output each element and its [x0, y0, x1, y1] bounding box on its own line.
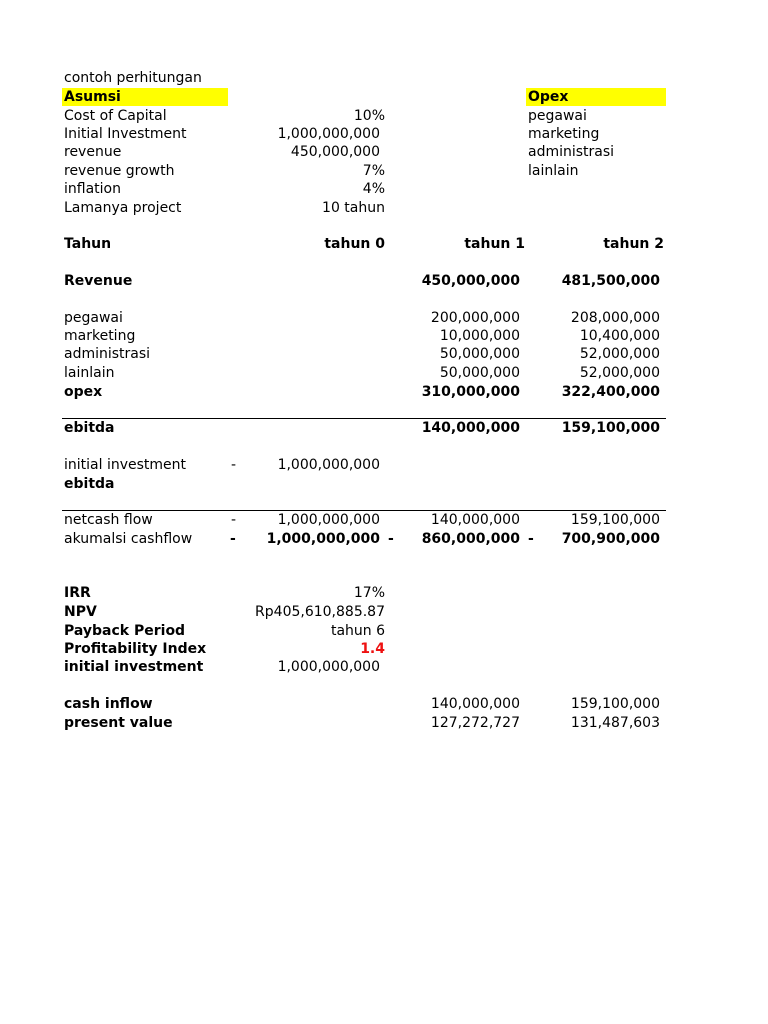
present-value-label: present value: [64, 715, 173, 731]
cost-t2: 52,000,000: [579, 346, 660, 362]
cost-label: marketing: [64, 328, 136, 344]
cost-label: lainlain: [64, 365, 115, 381]
initial-investment-t0: 1,000,000,000: [277, 457, 380, 473]
ebitda-t2: 159,100,000: [561, 420, 660, 436]
akumulasi-t2: 700,900,000: [561, 531, 660, 547]
asumsi-label: Lamanya project: [64, 200, 182, 216]
present-value-t2: 131,487,603: [570, 715, 660, 731]
metric-label-irr: IRR: [64, 585, 91, 601]
akumulasi-sign-t2: -: [528, 531, 534, 547]
asumsi-label: inflation: [64, 181, 121, 197]
netcash-t0: 1,000,000,000: [277, 512, 380, 528]
opex-total-t1: 310,000,000: [421, 384, 520, 400]
cost-t1: 50,000,000: [439, 346, 520, 362]
initial-investment-label: initial investment: [64, 457, 187, 473]
opex-heading: Opex: [528, 89, 569, 105]
asumsi-value: 10 tahun: [322, 200, 385, 216]
akumulasi-t0: 1,000,000,000: [266, 531, 380, 547]
opex-total-t2: 322,400,000: [561, 384, 660, 400]
netcash-t1: 140,000,000: [430, 512, 520, 528]
cost-t1: 10,000,000: [439, 328, 520, 344]
asumsi-value: 1,000,000,000: [277, 126, 380, 142]
cash-inflow-t1: 140,000,000: [430, 696, 520, 712]
metric-value-initial-investment: 1,000,000,000: [277, 659, 380, 675]
col-header-tahun-1: tahun 1: [464, 236, 525, 252]
metric-label-initial-investment: initial investment: [64, 659, 204, 675]
netcash-label: netcash flow: [64, 512, 153, 528]
akumulasi-label: akumalsi cashflow: [64, 531, 193, 547]
cost-label: administrasi: [64, 346, 151, 362]
present-value-t1: 127,272,727: [430, 715, 520, 731]
opex-item: pegawai: [528, 108, 587, 124]
metric-value-profitability-index: 1.4: [360, 641, 385, 657]
asumsi-value: 4%: [362, 181, 385, 197]
asumsi-heading: Asumsi: [64, 89, 121, 105]
revenue-t1: 450,000,000: [421, 273, 520, 289]
opex-item: lainlain: [528, 163, 579, 179]
opex-total-label: opex: [64, 384, 103, 400]
ebitda-label: ebitda: [64, 420, 115, 436]
asumsi-label: Initial Investment: [64, 126, 187, 142]
netcash-sign: -: [231, 512, 237, 528]
akumulasi-sign-t1: -: [388, 531, 394, 547]
asumsi-value: 10%: [353, 108, 385, 124]
ebitda-label-2: ebitda: [64, 476, 115, 492]
metric-value-payback: tahun 6: [330, 623, 385, 639]
metric-label-profitability-index: Profitability Index: [64, 641, 207, 657]
tahun-header: Tahun: [64, 236, 112, 252]
asumsi-value: 450,000,000: [290, 144, 380, 160]
asumsi-label: revenue: [64, 144, 122, 160]
revenue-t2: 481,500,000: [561, 273, 660, 289]
col-header-tahun-0: tahun 0: [324, 236, 385, 252]
asumsi-label: Cost of Capital: [64, 108, 167, 124]
ebitda-t1: 140,000,000: [421, 420, 520, 436]
netcash-t2: 159,100,000: [570, 512, 660, 528]
cash-inflow-label: cash inflow: [64, 696, 153, 712]
asumsi-label: revenue growth: [64, 163, 175, 179]
opex-item: marketing: [528, 126, 600, 142]
cost-t2: 52,000,000: [579, 365, 660, 381]
cost-label: pegawai: [64, 310, 123, 326]
opex-item: administrasi: [528, 144, 615, 160]
akumulasi-sign-t0: -: [230, 531, 236, 547]
cost-t1: 50,000,000: [439, 365, 520, 381]
metric-label-npv: NPV: [64, 604, 97, 620]
cash-inflow-t2: 159,100,000: [570, 696, 660, 712]
akumulasi-t1: 860,000,000: [421, 531, 520, 547]
metric-value-npv: Rp405,610,885.87: [255, 604, 385, 620]
col-header-tahun-2: tahun 2: [603, 236, 664, 252]
initial-investment-sign: -: [231, 457, 237, 473]
sheet-title: contoh perhitungan: [64, 70, 202, 86]
cost-t1: 200,000,000: [430, 310, 520, 326]
asumsi-value: 7%: [362, 163, 385, 179]
cost-t2: 10,400,000: [579, 328, 660, 344]
metric-value-irr: 17%: [353, 585, 385, 601]
cost-t2: 208,000,000: [570, 310, 660, 326]
metric-label-payback: Payback Period: [64, 623, 186, 639]
revenue-label: Revenue: [64, 273, 133, 289]
